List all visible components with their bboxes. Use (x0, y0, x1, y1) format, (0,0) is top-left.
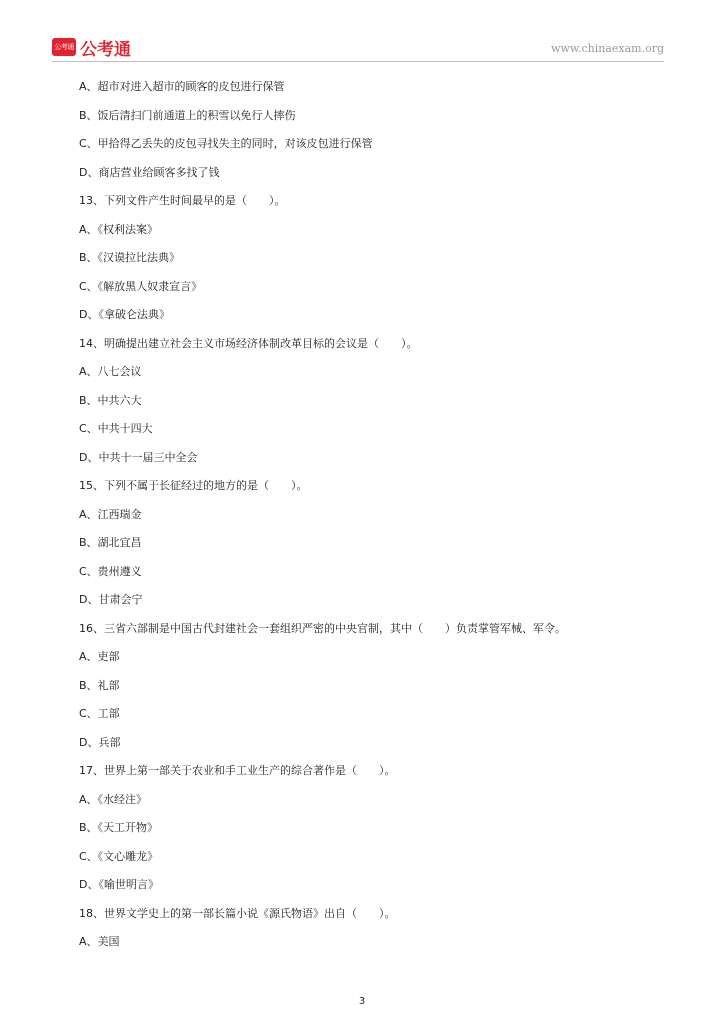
option-line: B、礼部 (79, 678, 120, 692)
page-number: 3 (358, 996, 366, 1007)
option-line: A、八七会议 (79, 365, 142, 378)
option-line: C、甲拾得乙丢失的皮包寻找失主的同时，对该皮包进行保管 (79, 137, 373, 150)
option-line: C、贵州遵义 (79, 564, 142, 578)
option-line: B、《天工开物》 (79, 821, 159, 834)
question-line: 16、三省六部制是中国古代封建社会一套组织严密的中央官制，其中（ ）负责掌管军械、军令。 (79, 621, 566, 635)
question-line: 17、世界上第一部关于农业和手工业生产的综合著作是（ ）。 (79, 764, 396, 777)
logo-text: 公考通 (80, 39, 131, 60)
option-line: C、中共十四大 (79, 422, 153, 435)
option-line: A、吏部 (79, 650, 120, 663)
option-line: A、美国 (79, 935, 120, 948)
option-line: D、《拿破仑法典》 (79, 308, 170, 321)
option-line: D、中共十一届三中全会 (79, 450, 198, 464)
logo (52, 36, 131, 58)
question-line: 18、世界文学史上的第一部长篇小说《源氏物语》出自（ ）。 (79, 906, 396, 920)
option-line: B、湖北宜昌 (79, 536, 142, 549)
question-line: 13、下列文件产生时间最早的是（ ）。 (79, 194, 286, 207)
option-line: B、中共六大 (79, 393, 142, 407)
option-line: B、饭后清扫门前通道上的积雪以免行人摔伤 (79, 108, 296, 122)
logo-badge-icon: 公考通 (52, 38, 76, 56)
option-line: D、商店营业给顾客多找了钱 (79, 165, 220, 179)
question-line: 15、下列不属于长征经过的地方的是（ ）。 (79, 479, 308, 492)
option-line: A、《水经注》 (79, 792, 148, 806)
option-line: A、《权利法案》 (79, 222, 159, 236)
option-line: D、兵部 (79, 735, 121, 749)
question-line: 14、明确提出建立社会主义市场经济体制改革目标的会议是（ ）。 (79, 336, 418, 350)
site-url: www.chinaexam.org (551, 42, 664, 55)
option-line: C、《文心雕龙》 (79, 849, 159, 863)
option-line: D、甘肃会宁 (79, 593, 143, 606)
page-header (52, 34, 664, 60)
option-line: C、《解放黑人奴隶宣言》 (79, 279, 203, 293)
option-line: B、《汉谟拉比法典》 (79, 251, 181, 264)
header-divider (52, 61, 664, 62)
option-line: C、工部 (79, 707, 120, 720)
option-line: A、超市对进入超市的顾客的皮包进行保管 (79, 80, 285, 93)
document-body (79, 80, 679, 964)
option-line: D、《喻世明言》 (79, 878, 159, 891)
option-line: A、江西瑞金 (79, 507, 142, 521)
